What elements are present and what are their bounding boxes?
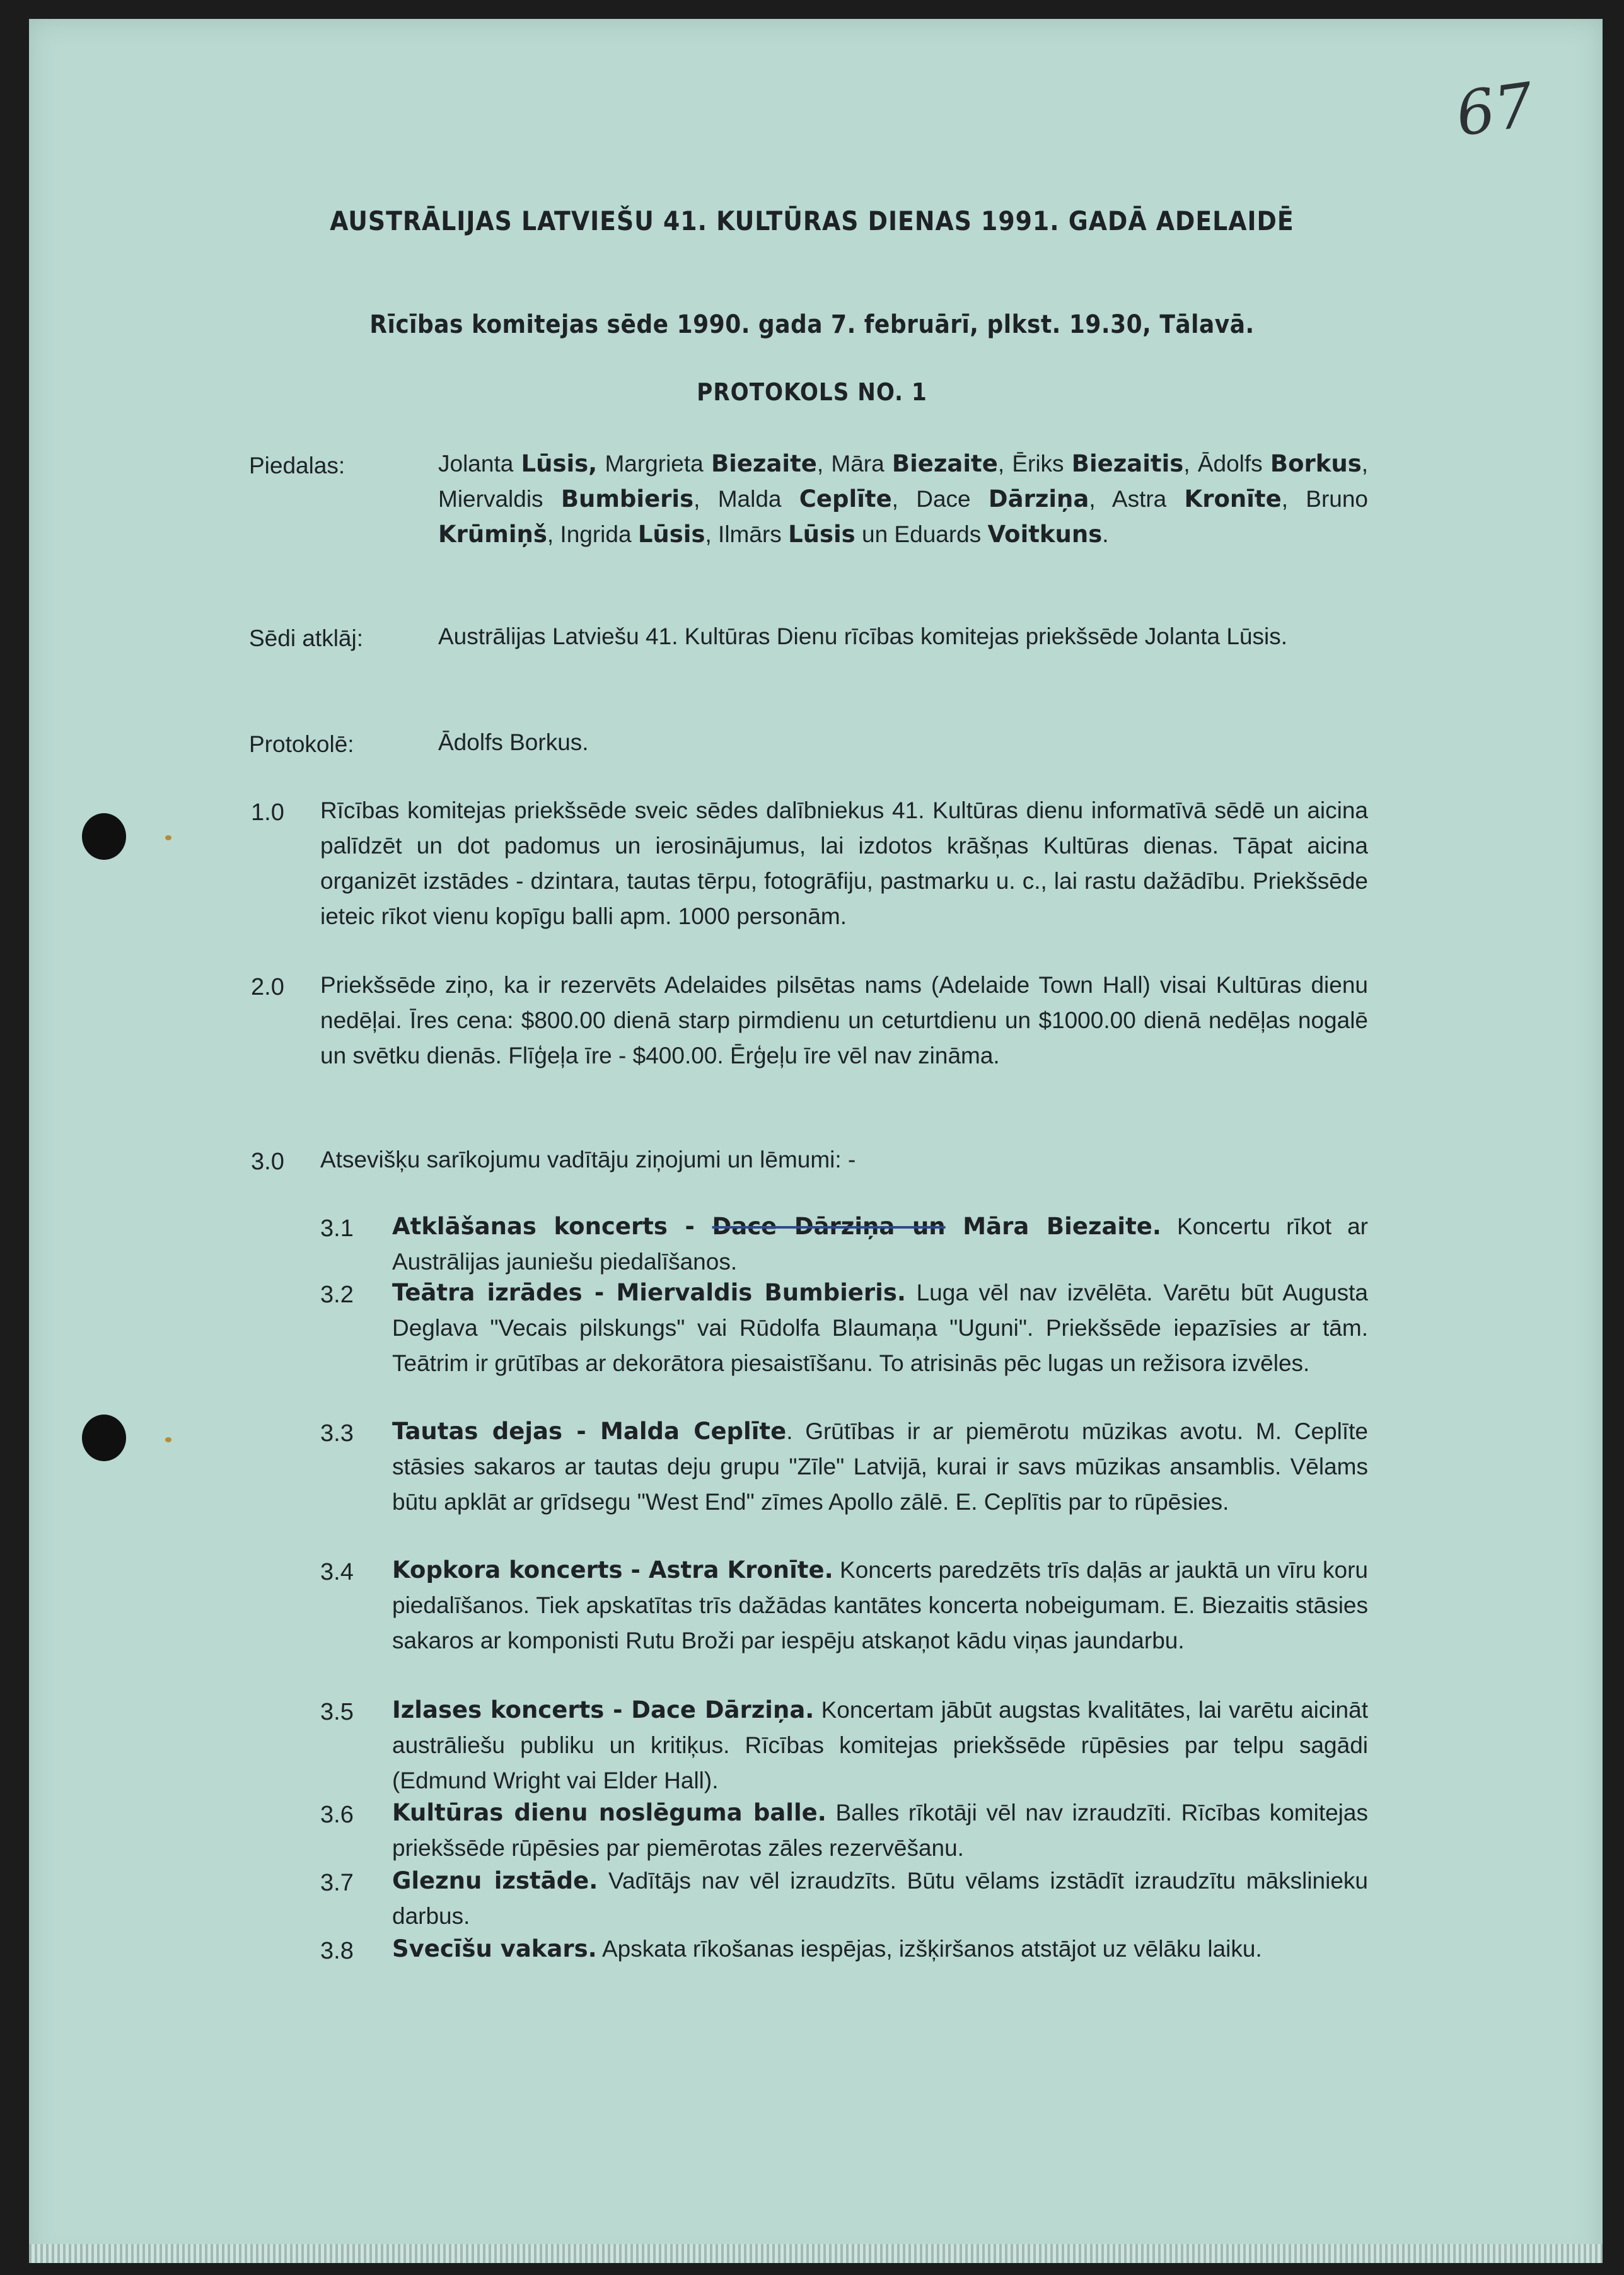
subitem-text: Kopkora koncerts - Astra Kronīte. Koncerts paredzēts trīs daļās ar jauktā un vīru koru piedalīšanos. Tiek apskatītas trīs dažādas kantātes koncerta nobeigumam. E. Biezaitis stāsies sakaros ar komponisti Rutu Broži par iespēju atskaņot kādu viņas jaundarbu. [392, 1556, 1369, 1653]
opened-label: Sēdi atklāj: [249, 625, 363, 651]
subitem-number: 3.7 [320, 1870, 354, 1896]
item-text: Atsevišķu sarīkojumu vadītāju ziņojumi un lēmumi: - [320, 1147, 856, 1172]
subitem-text: Izlases koncerts - Dace Dārziņa. Koncertam jābūt augstas kvalitātes, lai varētu aicināt austrāliešu publiku un kritiķus. Rīcības komitejas priekšsēde rūpēsies par telpu sagādi (Edmund Wright vai Elder Hall). [392, 1696, 1368, 1793]
subitem-number: 3.2 [320, 1282, 354, 1308]
subitem-number: 3.8 [320, 1938, 354, 1964]
subitem-number: 3.3 [320, 1420, 354, 1447]
recorder-text: Ādolfs Borkus. [438, 729, 589, 755]
item-text: Priekšsēde ziņo, ka ir rezervēts Adelaides pilsētas nams (Adelaide Town Hall) visai Kultūras dienu nedēļai. Īres cena: $800.00 dienā starp pirmdienu un ceturtdienu un $1000.00 dienā nedēļas nogalē un svētku dienās. Flīģeļa īre - $400.00. Ērģeļu īre vēl nav zināma. [320, 972, 1368, 1068]
subitem-text: Teātra izrādes - Miervaldis Bumbieris. Luga vēl nav izvēlēta. Varētu būt Augusta Deglava "Vecais pilskungs" vai Rūdolfa Blaumaņa "Uguni". Priekšsēde iepazīsies ar tām. Teātrim ir grūtības ar dekorātora piesaistīšanu. To atrisinās pēc lugas un režisora izvēles. [392, 1279, 1368, 1376]
subitem-text: Atklāšanas koncerts - Dace Dārziņa un Māra Biezaite. Koncertu rīkot ar Austrālijas jauniešu piedalīšanos. [392, 1213, 1368, 1275]
subitem-text: Svecīšu vakars. Apskata rīkošanas iespējas, izšķiršanos atstājot uz vēlāku laiku. [392, 1935, 1262, 1962]
punch-hole-top [82, 813, 126, 860]
present-label: Piedalas: [249, 453, 345, 478]
meeting-subtitle: Rīcības komitejas sēde 1990. gada 7. februārī, plkst. 19.30, Tālavā. [369, 310, 1255, 339]
handwritten-page-number: 67 [1451, 69, 1538, 150]
document-title: AUSTRĀLIJAS LATVIEŠU 41. KULTŪRAS DIENAS 1991. GADĀ ADELAIDĒ [330, 206, 1294, 236]
stain-speck [165, 835, 171, 840]
opened-text: Austrālijas Latviešu 41. Kultūras Dienu rīcības komitejas priekšsēde Jolanta Lūsis. [438, 623, 1288, 649]
subitem-number: 3.5 [320, 1699, 354, 1725]
subitem-text: Kultūras dienu noslēguma balle. Balles rīkotāji vēl nav izraudzīti. Rīcības komitejas priekšsēde rūpēsies par piemērotas zāles rezervēšanu. [392, 1799, 1368, 1861]
subitem-text: Tautas dejas - Malda Ceplīte. Grūtības ir ar piemērotu mūzikas avotu. M. Ceplīte stāsies sakaros ar tautas deju grupu "Zīle" Latvijā, kurai ir savs mūzikas ansamblis. Vēlams būtu apklāt ar grīdsegu "West End" zīmes Apollo zālē. E. Ceplītis par to rūpēsies. [392, 1418, 1368, 1515]
subitem-number: 3.4 [320, 1559, 354, 1585]
recorder-label: Protokolē: [249, 731, 354, 757]
punch-hole-bottom [82, 1415, 126, 1461]
item-number: 2.0 [251, 974, 284, 1000]
subitem-number: 3.1 [320, 1215, 354, 1242]
item-number: 1.0 [251, 799, 284, 826]
protocol-number: PROTOKOLS NO. 1 [697, 378, 927, 406]
subitem-text: Gleznu izstāde. Vadītājs nav vēl izraudzīts. Būtu vēlams izstādīt izraudzītu mākslinieku darbus. [392, 1867, 1368, 1929]
stain-speck [165, 1437, 171, 1442]
item-number: 3.0 [251, 1149, 284, 1175]
item-text: Rīcības komitejas priekšsēde sveic sēdes dalībniekus 41. Kultūras dienu informatīvā sēdē un aicina palīdzēt un dot padomus un ierosinājumus, lai izdotos krāšņas Kultūras dienas. Tāpat aicina organizēt izstādes - dzintara, tautas tērpu, fotogrāfiju, pastmarku u. c., lai rastu dažādību. Priekšsēde ieteic rīkot vienu kopīgu balli apm. 1000 personām. [320, 797, 1368, 929]
scan-edge [29, 2244, 1603, 2263]
subitem-number: 3.6 [320, 1802, 354, 1828]
attendees-list: Jolanta Lūsis, Margrieta Biezaite, Māra Biezaite, Ēriks Biezaitis, Ādolfs Borkus, Miervaldis Bumbieris, Malda Ceplīte, Dace Dārziņa, Astra Kronīte, Bruno Krūmiņš, Ingrida Lūsis, Ilmārs Lūsis un Eduards Voitkuns. [438, 450, 1369, 548]
